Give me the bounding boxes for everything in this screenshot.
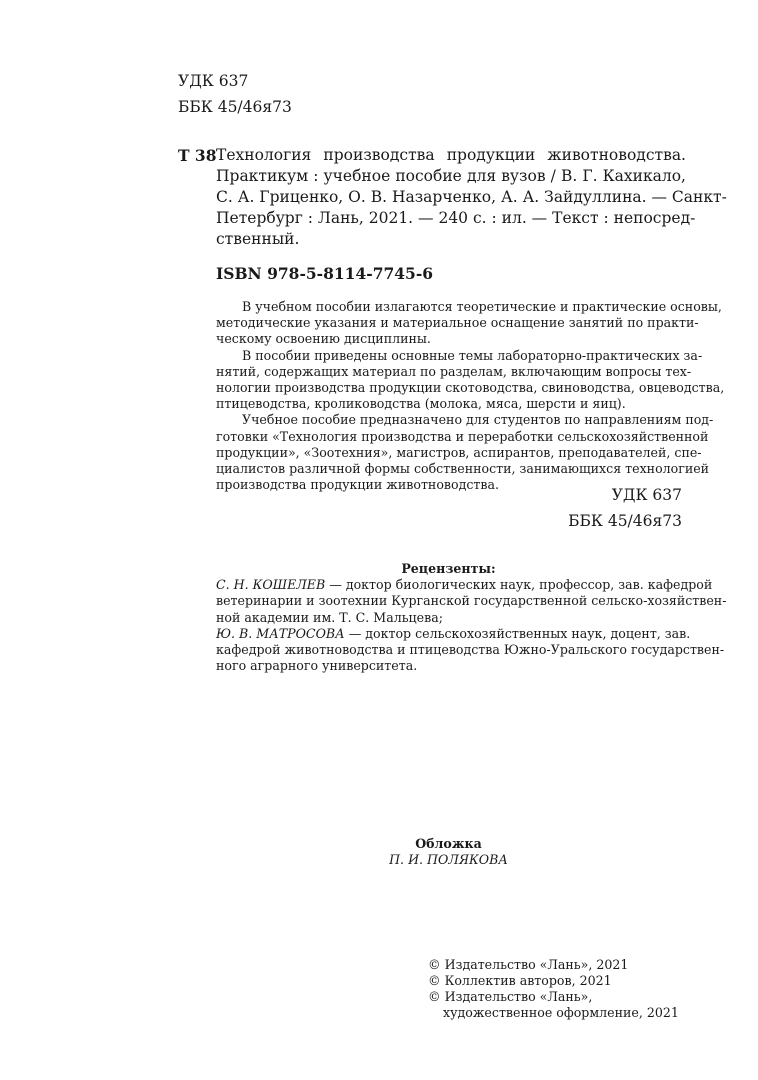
abstract-line: птицеводства, кролиководства (молока, мяса, шерсти и яиц). (216, 396, 626, 412)
classification-bottom (568, 482, 682, 534)
reviewer-line: ветеринарии и зоотехнии Курганской государственной сельско-хозяйствен- (216, 593, 727, 609)
isbn: ISBN 978-5-8114-7745-6 (216, 264, 434, 283)
bbk-code: ББК 45/46я73 (568, 512, 682, 530)
author-sign: Т 38 (178, 146, 217, 165)
description-line: ственный. (216, 230, 300, 248)
udk-code: УДК 637 (611, 486, 682, 504)
cover-label: Обложка (415, 836, 482, 851)
copyright-line: художественное оформление, 2021 (443, 1005, 679, 1020)
reviewers (216, 561, 727, 674)
classification-top (178, 68, 292, 120)
description-line: Технология производства продукции животноводства. (216, 146, 686, 164)
bbk-code: ББК 45/46я73 (178, 98, 292, 116)
udk-code: УДК 637 (178, 72, 249, 90)
description-line: Петербург : Лань, 2021. — 240 с. : ил. — Текст : непосред- (216, 209, 696, 227)
bibliographic-entry (178, 145, 727, 250)
reviewer-line: ного аграрного университета. (216, 658, 418, 674)
reviewer-line: ной академии им. Т. С. Мальцева; (216, 609, 443, 625)
copyright-line: © Издательство «Лань», 2021 (428, 957, 629, 972)
reviewer-name: С. Н. КОШЕЛЕВ (216, 577, 326, 593)
copyright-line: © Издательство «Лань», (428, 989, 593, 1004)
abstract-line: нологии производства продукции скотоводства, свиноводства, овцеводства, (216, 380, 725, 396)
abstract-line: производства продукции животноводства. (216, 477, 499, 493)
abstract-line: ческому освоению дисциплины. (216, 331, 431, 347)
abstract-line: В учебном пособии излагаются теоретические и практические основы, (242, 299, 722, 314)
description-line: Практикум : учебное пособие для вузов / В. Г. Кахикало, (216, 167, 686, 185)
reviewer-line: кафедрой животноводства и птицеводства Южно-Уральского государствен- (216, 642, 725, 658)
reviewer-line: Ю. В. МАТРОСОВА — доктор сельскохозяйственных наук, доцент, зав. (216, 625, 691, 641)
copyright-line: © Коллектив авторов, 2021 (428, 973, 612, 988)
abstract-line: Учебное пособие предназначено для студентов по направлениям под- (242, 412, 714, 428)
abstract-line: продукции», «Зоотехния», магистров, аспирантов, преподавателей, спе- (216, 444, 702, 460)
reviewers-heading: Рецензенты: (401, 561, 496, 576)
reviewer-line: С. Н. КОШЕЛЕВ — доктор биологических наук, профессор, зав. кафедрой (216, 577, 713, 593)
reviewer-name: Ю. В. МАТРОСОВА (216, 625, 345, 641)
bibliographic-description (216, 145, 727, 250)
abstract-line: В пособии приведены основные темы лабораторно-практических за- (242, 347, 703, 363)
abstract-line: циалистов различной формы собственности, занимающихся технологией (216, 461, 710, 477)
cover-credit (216, 836, 681, 868)
abstract-line: методические указания и материальное оснащение занятий по практи- (216, 315, 699, 331)
abstract (216, 299, 725, 493)
abstract-line: нятий, содержащих материал по разделам, включающим вопросы тех- (216, 363, 692, 379)
cover-designer: П. И. ПОЛЯКОВА (389, 852, 508, 867)
copyright-block (428, 957, 679, 1021)
abstract-line: готовки «Технология производства и переработки сельскохозяйственной (216, 428, 709, 444)
description-line: С. А. Гриценко, О. В. Назарченко, А. А. Зайдуллина. — Санкт- (216, 188, 727, 206)
